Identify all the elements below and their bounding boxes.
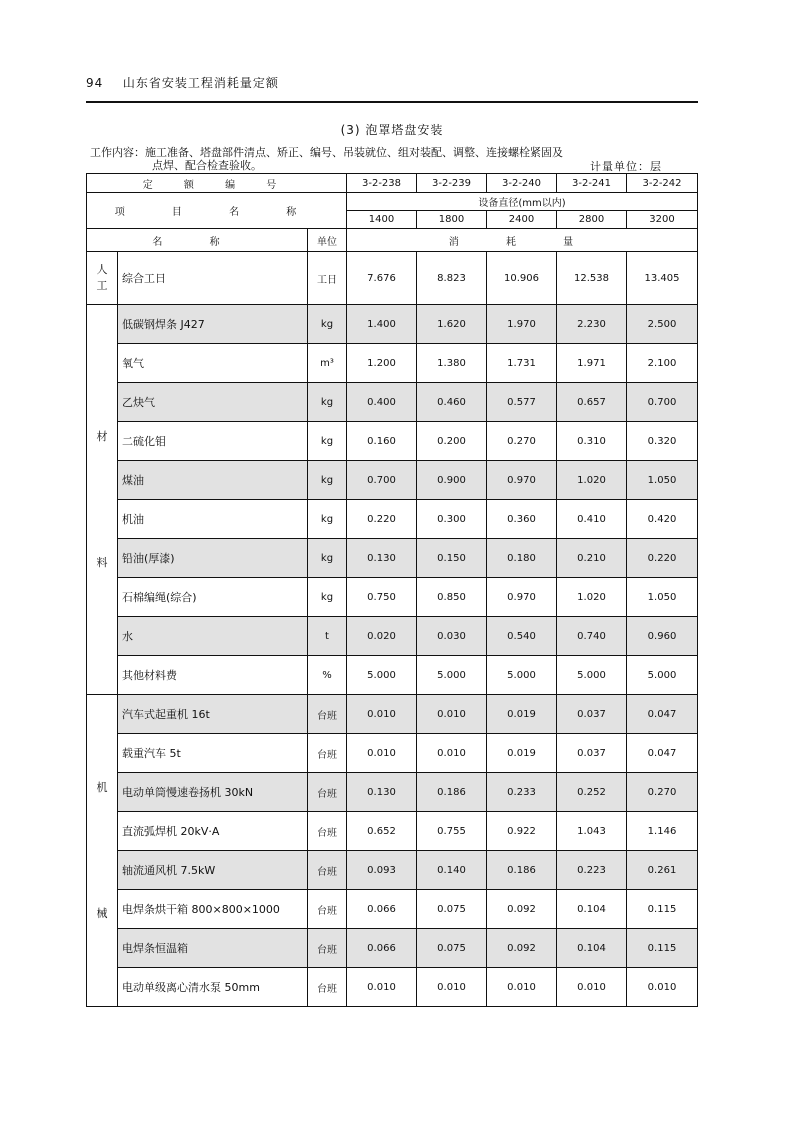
machine-row-name: 电焊条恒温箱 (118, 929, 308, 968)
machine-row (87, 890, 698, 929)
material-category-label-char: 材 (96, 429, 108, 443)
material-row-value: 0.750 (347, 578, 417, 617)
machine-row-value: 0.037 (557, 734, 627, 773)
material-row-value: 5.000 (487, 656, 557, 695)
material-row-value: 0.220 (627, 539, 698, 578)
diameter-value: 2400 (487, 211, 557, 229)
diameter-value: 1400 (347, 211, 417, 229)
material-row-value: 0.700 (347, 461, 417, 500)
material-row-value: 0.200 (417, 422, 487, 461)
machine-row-value: 0.140 (417, 851, 487, 890)
machine-row-value: 0.252 (557, 773, 627, 812)
material-category-label (87, 305, 118, 695)
material-row-value: 0.577 (487, 383, 557, 422)
machine-row-value: 0.019 (487, 734, 557, 773)
material-row (87, 344, 698, 383)
machine-row-unit: 台班 (308, 968, 347, 1007)
material-row-value: 1.050 (627, 578, 698, 617)
machine-row (87, 734, 698, 773)
material-row-name: 机油 (118, 500, 308, 539)
machine-row-unit: 台班 (308, 773, 347, 812)
machine-row-value: 0.010 (417, 734, 487, 773)
quota-code: 3-2-242 (627, 174, 698, 193)
material-row-name: 氧气 (118, 344, 308, 383)
name-column-label: 名 称 (87, 229, 308, 252)
machine-row-value: 0.075 (417, 929, 487, 968)
labor-row (87, 252, 698, 305)
diameter-value: 3200 (627, 211, 698, 229)
material-row-value: 0.960 (627, 617, 698, 656)
material-row (87, 539, 698, 578)
material-row-value: 1.620 (417, 305, 487, 344)
material-row (87, 617, 698, 656)
machine-row-name: 直流弧焊机 20kV·A (118, 812, 308, 851)
machine-row-unit: 台班 (308, 695, 347, 734)
quota-code-row (87, 174, 698, 193)
machine-row-value: 0.270 (627, 773, 698, 812)
material-row-value: 0.210 (557, 539, 627, 578)
material-row-unit: kg (308, 305, 347, 344)
machine-row-value: 0.186 (487, 851, 557, 890)
material-row-name: 石棉编绳(综合) (118, 578, 308, 617)
material-row (87, 422, 698, 461)
machine-row-value: 0.010 (487, 968, 557, 1007)
material-row-unit: kg (308, 422, 347, 461)
unit-label: 计量单位：层 (590, 160, 662, 173)
machine-row-value: 0.047 (627, 734, 698, 773)
material-row-value: 0.270 (487, 422, 557, 461)
machine-row (87, 929, 698, 968)
machine-row-value: 0.010 (347, 695, 417, 734)
machine-row-value: 1.043 (557, 812, 627, 851)
machine-row-value: 0.066 (347, 890, 417, 929)
machine-row-value: 0.075 (417, 890, 487, 929)
machine-category-label (87, 695, 118, 1007)
machine-row-name: 轴流通风机 7.5kW (118, 851, 308, 890)
material-row-value: 0.970 (487, 578, 557, 617)
work-content-line-1: 工作内容：施工准备、塔盘部件清点、矫正、编号、吊装就位、组对装配、调整、连接螺栓紧固及 (90, 146, 563, 159)
material-row-value: 0.740 (557, 617, 627, 656)
machine-row-value: 0.130 (347, 773, 417, 812)
machine-row-value: 0.010 (417, 695, 487, 734)
work-content (90, 146, 610, 172)
page-number: 94 (86, 76, 104, 90)
machine-row-value: 0.104 (557, 890, 627, 929)
material-row-name: 二硫化钼 (118, 422, 308, 461)
material-row (87, 656, 698, 695)
machine-row-value: 0.092 (487, 929, 557, 968)
material-row-value: 2.500 (627, 305, 698, 344)
material-row-value: 0.850 (417, 578, 487, 617)
material-row-value: 0.310 (557, 422, 627, 461)
material-row-value: 5.000 (347, 656, 417, 695)
machine-row-name: 电动单筒慢速卷扬机 30kN (118, 773, 308, 812)
machine-row-unit: 台班 (308, 890, 347, 929)
machine-row (87, 851, 698, 890)
material-row-value: 1.020 (557, 578, 627, 617)
machine-row-value: 0.233 (487, 773, 557, 812)
material-row-value: 0.130 (347, 539, 417, 578)
unit-column-label: 单位 (308, 229, 347, 252)
diameter-value: 2800 (557, 211, 627, 229)
material-row-unit: kg (308, 578, 347, 617)
quota-code: 3-2-240 (487, 174, 557, 193)
material-row-value: 0.360 (487, 500, 557, 539)
machine-row (87, 968, 698, 1007)
machine-row-name: 电焊条烘干箱 800×800×1000 (118, 890, 308, 929)
material-row-unit: kg (308, 461, 347, 500)
material-row-unit: t (308, 617, 347, 656)
material-row-value: 2.230 (557, 305, 627, 344)
diameter-value: 1800 (417, 211, 487, 229)
material-row-value: 0.220 (347, 500, 417, 539)
machine-row (87, 812, 698, 851)
header-rule (86, 101, 698, 103)
machine-row-unit: 台班 (308, 812, 347, 851)
labor-value: 8.823 (417, 252, 487, 305)
diameter-header-row (87, 193, 698, 211)
consumption-label: 消 耗 量 (347, 229, 698, 252)
material-row-unit: m³ (308, 344, 347, 383)
material-row-value: 0.460 (417, 383, 487, 422)
machine-row-value: 0.010 (347, 734, 417, 773)
material-row-value: 0.320 (627, 422, 698, 461)
material-category-label-char: 料 (96, 555, 108, 569)
material-row-unit: kg (308, 539, 347, 578)
quota-code: 3-2-239 (417, 174, 487, 193)
material-row-value: 0.970 (487, 461, 557, 500)
labor-category-char: 人 (96, 263, 108, 276)
material-row-value: 0.657 (557, 383, 627, 422)
machine-row-value: 0.092 (487, 890, 557, 929)
machine-row-value: 0.010 (417, 968, 487, 1007)
material-row (87, 578, 698, 617)
machine-row-value: 0.261 (627, 851, 698, 890)
machine-row-name: 汽车式起重机 16t (118, 695, 308, 734)
machine-row-value: 0.115 (627, 890, 698, 929)
labor-value: 7.676 (347, 252, 417, 305)
machine-category-label-char: 机 (96, 780, 108, 794)
material-row-name: 低碳钢焊条 J427 (118, 305, 308, 344)
material-row-value: 0.160 (347, 422, 417, 461)
machine-row-value: 0.047 (627, 695, 698, 734)
material-row-name: 乙炔气 (118, 383, 308, 422)
material-row-value: 0.150 (417, 539, 487, 578)
column-header-row (87, 229, 698, 252)
material-row (87, 305, 698, 344)
machine-row-value: 1.146 (627, 812, 698, 851)
machine-row-value: 0.115 (627, 929, 698, 968)
machine-row-value: 0.010 (627, 968, 698, 1007)
diameter-label: 设备直径(mm以内) (347, 193, 698, 211)
material-row (87, 461, 698, 500)
material-row-unit: kg (308, 383, 347, 422)
page-header (86, 74, 698, 91)
material-row-value: 1.380 (417, 344, 487, 383)
machine-row-value: 0.037 (557, 695, 627, 734)
quota-code-label: 定 额 编 号 (87, 174, 347, 193)
material-row-value: 1.400 (347, 305, 417, 344)
material-row (87, 500, 698, 539)
machine-row (87, 773, 698, 812)
material-row-value: 0.540 (487, 617, 557, 656)
material-row-value: 0.180 (487, 539, 557, 578)
machine-row-value: 0.066 (347, 929, 417, 968)
book-title: 山东省安装工程消耗量定额 (122, 76, 279, 90)
item-name-label: 项 目 名 称 (87, 193, 347, 229)
machine-row-value: 0.010 (347, 968, 417, 1007)
material-row-value: 0.400 (347, 383, 417, 422)
material-row-value: 0.900 (417, 461, 487, 500)
material-row-value: 0.420 (627, 500, 698, 539)
quota-code: 3-2-238 (347, 174, 417, 193)
material-row-value: 5.000 (417, 656, 487, 695)
machine-category-label-char: 械 (96, 906, 108, 920)
material-row-value: 1.200 (347, 344, 417, 383)
material-row-unit: kg (308, 500, 347, 539)
labor-item-name: 综合工日 (118, 252, 308, 305)
material-row-name: 其他材料费 (118, 656, 308, 695)
material-row-value: 5.000 (557, 656, 627, 695)
labor-value: 12.538 (557, 252, 627, 305)
material-row-unit: % (308, 656, 347, 695)
material-row-name: 煤油 (118, 461, 308, 500)
labor-value: 13.405 (627, 252, 698, 305)
material-row-name: 铅油(厚漆) (118, 539, 308, 578)
section-title: (3) 泡罩塔盘安装 (340, 123, 444, 137)
material-row-value: 5.000 (627, 656, 698, 695)
material-row-value: 1.020 (557, 461, 627, 500)
material-row (87, 383, 698, 422)
machine-row-value: 0.104 (557, 929, 627, 968)
labor-value: 10.906 (487, 252, 557, 305)
material-row-value: 0.410 (557, 500, 627, 539)
machine-row-name: 电动单级离心清水泵 50mm (118, 968, 308, 1007)
machine-row-value: 0.010 (557, 968, 627, 1007)
material-row-value: 2.100 (627, 344, 698, 383)
material-row-value: 1.971 (557, 344, 627, 383)
quota-code: 3-2-241 (557, 174, 627, 193)
material-row-name: 水 (118, 617, 308, 656)
machine-row-value: 0.223 (557, 851, 627, 890)
material-row-value: 1.731 (487, 344, 557, 383)
material-row-value: 0.300 (417, 500, 487, 539)
machine-row-value: 0.922 (487, 812, 557, 851)
material-row-value: 1.050 (627, 461, 698, 500)
labor-category-label (87, 252, 118, 305)
material-row-value: 0.020 (347, 617, 417, 656)
work-content-line-2: 点焊、配合检查验收。 (152, 159, 262, 172)
machine-row-value: 0.652 (347, 812, 417, 851)
material-row-value: 0.030 (417, 617, 487, 656)
labor-category-char: 工 (96, 279, 108, 292)
machine-row-unit: 台班 (308, 929, 347, 968)
machine-row-value: 0.019 (487, 695, 557, 734)
machine-row (87, 695, 698, 734)
material-row-value: 1.970 (487, 305, 557, 344)
labor-item-unit: 工日 (308, 252, 347, 305)
material-row-value: 0.700 (627, 383, 698, 422)
quota-table (86, 173, 698, 1007)
machine-row-value: 0.093 (347, 851, 417, 890)
machine-row-unit: 台班 (308, 851, 347, 890)
machine-row-value: 0.186 (417, 773, 487, 812)
machine-row-name: 载重汽车 5t (118, 734, 308, 773)
machine-row-value: 0.755 (417, 812, 487, 851)
machine-row-unit: 台班 (308, 734, 347, 773)
